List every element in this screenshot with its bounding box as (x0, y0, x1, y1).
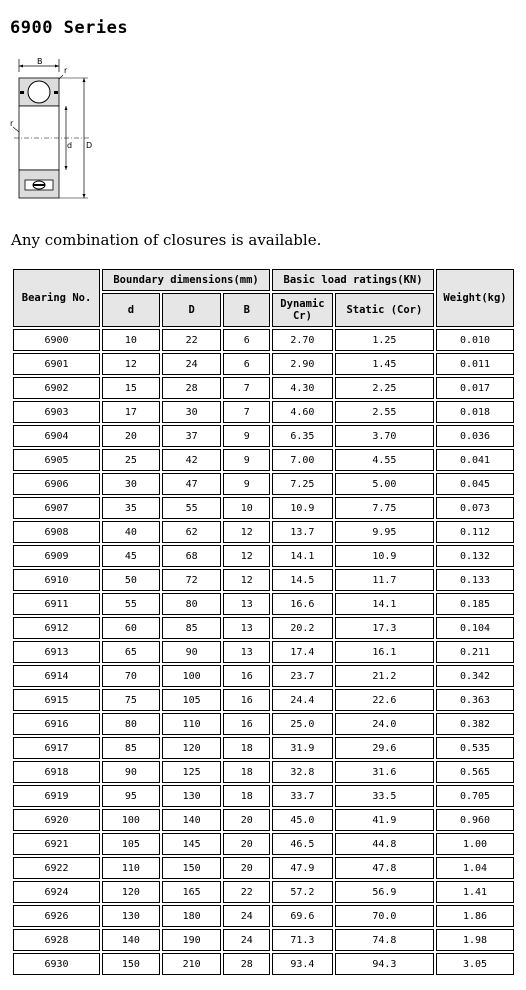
cell-B: 16 (223, 713, 270, 735)
cell-static-cor: 22.6 (335, 689, 434, 711)
table-row (13, 593, 514, 615)
cell-weight: 1.04 (436, 857, 514, 879)
cell-B: 16 (223, 689, 270, 711)
cell-dynamic-cr: 14.1 (272, 545, 333, 567)
cell-d: 35 (102, 497, 160, 519)
cell-bearing-no: 6906 (13, 473, 100, 495)
header-bearing-no: Bearing No. (13, 269, 100, 327)
cell-weight: 0.036 (436, 425, 514, 447)
cell-static-cor: 31.6 (335, 761, 434, 783)
cell-B: 22 (223, 881, 270, 903)
cell-dynamic-cr: 10.9 (272, 497, 333, 519)
cell-static-cor: 56.9 (335, 881, 434, 903)
cell-bearing-no: 6921 (13, 833, 100, 855)
cell-weight: 0.073 (436, 497, 514, 519)
cell-d: 130 (102, 905, 160, 927)
cell-D: 42 (162, 449, 222, 471)
cell-B: 6 (223, 329, 270, 351)
header-d: d (102, 293, 160, 327)
cell-B: 20 (223, 833, 270, 855)
table-row (13, 737, 514, 759)
cell-D: 37 (162, 425, 222, 447)
cell-B: 24 (223, 905, 270, 927)
bearing-cross-section-drawing (8, 56, 100, 216)
cell-weight: 1.98 (436, 929, 514, 951)
cell-static-cor: 3.70 (335, 425, 434, 447)
cell-bearing-no: 6907 (13, 497, 100, 519)
cell-B: 13 (223, 641, 270, 663)
cell-bearing-no: 6908 (13, 521, 100, 543)
cell-weight: 1.41 (436, 881, 514, 903)
cell-weight: 0.112 (436, 521, 514, 543)
table-row (13, 401, 514, 423)
table-body (13, 329, 514, 975)
header-basic-load-ratings: Basic load ratings(KN) (272, 269, 434, 291)
cell-bearing-no: 6900 (13, 329, 100, 351)
cell-weight: 0.010 (436, 329, 514, 351)
table-row (13, 521, 514, 543)
cell-static-cor: 7.75 (335, 497, 434, 519)
cell-d: 55 (102, 593, 160, 615)
cell-D: 85 (162, 617, 222, 639)
cell-static-cor: 70.0 (335, 905, 434, 927)
cell-static-cor: 17.3 (335, 617, 434, 639)
cell-d: 140 (102, 929, 160, 951)
cell-D: 130 (162, 785, 222, 807)
cell-dynamic-cr: 25.0 (272, 713, 333, 735)
cell-bearing-no: 6915 (13, 689, 100, 711)
cell-dynamic-cr: 47.9 (272, 857, 333, 879)
cell-d: 100 (102, 809, 160, 831)
cell-B: 7 (223, 401, 270, 423)
cell-B: 10 (223, 497, 270, 519)
cell-bearing-no: 6902 (13, 377, 100, 399)
header-static: Static (Cor) (335, 293, 434, 327)
cell-weight: 0.363 (436, 689, 514, 711)
cell-weight: 0.960 (436, 809, 514, 831)
cell-weight: 0.535 (436, 737, 514, 759)
cell-d: 95 (102, 785, 160, 807)
cell-d: 30 (102, 473, 160, 495)
cell-B: 13 (223, 593, 270, 615)
cell-d: 65 (102, 641, 160, 663)
table-row (13, 881, 514, 903)
cell-dynamic-cr: 13.7 (272, 521, 333, 543)
cell-bearing-no: 6912 (13, 617, 100, 639)
bearing-spec-table (11, 267, 516, 977)
cell-weight: 0.565 (436, 761, 514, 783)
cell-D: 24 (162, 353, 222, 375)
cell-bearing-no: 6905 (13, 449, 100, 471)
cell-dynamic-cr: 32.8 (272, 761, 333, 783)
cell-B: 12 (223, 545, 270, 567)
cell-static-cor: 1.25 (335, 329, 434, 351)
cell-weight: 0.185 (436, 593, 514, 615)
cell-D: 30 (162, 401, 222, 423)
cell-B: 12 (223, 521, 270, 543)
table-row (13, 857, 514, 879)
cell-B: 20 (223, 809, 270, 831)
table-row (13, 665, 514, 687)
table-row (13, 761, 514, 783)
cell-static-cor: 16.1 (335, 641, 434, 663)
table-row (13, 785, 514, 807)
cell-B: 18 (223, 761, 270, 783)
cell-dynamic-cr: 4.60 (272, 401, 333, 423)
cell-static-cor: 2.55 (335, 401, 434, 423)
cell-dynamic-cr: 24.4 (272, 689, 333, 711)
cell-B: 16 (223, 665, 270, 687)
cell-dynamic-cr: 57.2 (272, 881, 333, 903)
table-row (13, 905, 514, 927)
cell-d: 80 (102, 713, 160, 735)
cell-bearing-no: 6917 (13, 737, 100, 759)
cell-B: 9 (223, 449, 270, 471)
cell-bearing-no: 6904 (13, 425, 100, 447)
cell-dynamic-cr: 33.7 (272, 785, 333, 807)
cell-static-cor: 74.8 (335, 929, 434, 951)
cell-weight: 0.211 (436, 641, 514, 663)
cell-d: 60 (102, 617, 160, 639)
table-row (13, 929, 514, 951)
cell-static-cor: 24.0 (335, 713, 434, 735)
cell-weight: 0.104 (436, 617, 514, 639)
cell-B: 18 (223, 785, 270, 807)
cell-D: 100 (162, 665, 222, 687)
cell-dynamic-cr: 71.3 (272, 929, 333, 951)
cell-bearing-no: 6924 (13, 881, 100, 903)
table-row (13, 377, 514, 399)
cell-d: 12 (102, 353, 160, 375)
cell-d: 75 (102, 689, 160, 711)
cell-weight: 0.705 (436, 785, 514, 807)
cell-weight: 0.017 (436, 377, 514, 399)
header-dynamic (272, 293, 333, 327)
cell-weight: 0.132 (436, 545, 514, 567)
cell-B: 9 (223, 425, 270, 447)
cell-weight: 0.342 (436, 665, 514, 687)
cell-bearing-no: 6901 (13, 353, 100, 375)
cell-B: 28 (223, 953, 270, 975)
cell-dynamic-cr: 17.4 (272, 641, 333, 663)
closures-note: Any combination of closures is available. (11, 231, 322, 249)
cell-B: 9 (223, 473, 270, 495)
cell-B: 20 (223, 857, 270, 879)
cell-weight: 0.045 (436, 473, 514, 495)
cell-static-cor: 5.00 (335, 473, 434, 495)
cell-dynamic-cr: 2.90 (272, 353, 333, 375)
cell-dynamic-cr: 7.25 (272, 473, 333, 495)
table-row (13, 689, 514, 711)
cell-dynamic-cr: 4.30 (272, 377, 333, 399)
table-row (13, 353, 514, 375)
cell-D: 47 (162, 473, 222, 495)
cell-D: 165 (162, 881, 222, 903)
table-row (13, 425, 514, 447)
cell-static-cor: 33.5 (335, 785, 434, 807)
cell-static-cor: 44.8 (335, 833, 434, 855)
cell-dynamic-cr: 69.6 (272, 905, 333, 927)
cell-static-cor: 2.25 (335, 377, 434, 399)
cell-d: 110 (102, 857, 160, 879)
cell-static-cor: 4.55 (335, 449, 434, 471)
cell-bearing-no: 6930 (13, 953, 100, 975)
header-D: D (162, 293, 222, 327)
header-B: B (223, 293, 270, 327)
cell-d: 40 (102, 521, 160, 543)
cell-D: 72 (162, 569, 222, 591)
cell-bearing-no: 6910 (13, 569, 100, 591)
cell-bearing-no: 6911 (13, 593, 100, 615)
cell-weight: 0.382 (436, 713, 514, 735)
cell-d: 120 (102, 881, 160, 903)
cell-D: 68 (162, 545, 222, 567)
header-dynamic-line1: Dynamic (280, 298, 325, 310)
table-row (13, 713, 514, 735)
cell-D: 190 (162, 929, 222, 951)
cell-bearing-no: 6919 (13, 785, 100, 807)
cell-d: 85 (102, 737, 160, 759)
cell-dynamic-cr: 2.70 (272, 329, 333, 351)
table-row (13, 641, 514, 663)
cell-B: 12 (223, 569, 270, 591)
table-row (13, 545, 514, 567)
cell-weight: 3.05 (436, 953, 514, 975)
label-B: B (37, 57, 43, 66)
cell-static-cor: 14.1 (335, 593, 434, 615)
cell-D: 62 (162, 521, 222, 543)
label-r-top: r (64, 66, 68, 75)
cell-bearing-no: 6914 (13, 665, 100, 687)
cell-D: 120 (162, 737, 222, 759)
cell-bearing-no: 6909 (13, 545, 100, 567)
cell-static-cor: 9.95 (335, 521, 434, 543)
cell-d: 20 (102, 425, 160, 447)
cell-D: 125 (162, 761, 222, 783)
table-row (13, 497, 514, 519)
cell-static-cor: 94.3 (335, 953, 434, 975)
cell-dynamic-cr: 46.5 (272, 833, 333, 855)
cell-weight: 1.00 (436, 833, 514, 855)
table-row (13, 833, 514, 855)
cell-static-cor: 11.7 (335, 569, 434, 591)
cell-B: 18 (223, 737, 270, 759)
cell-B: 13 (223, 617, 270, 639)
cell-dynamic-cr: 23.7 (272, 665, 333, 687)
cell-d: 50 (102, 569, 160, 591)
cell-dynamic-cr: 93.4 (272, 953, 333, 975)
table-row (13, 809, 514, 831)
cell-B: 24 (223, 929, 270, 951)
table-row (13, 473, 514, 495)
header-weight: Weight(kg) (436, 269, 514, 327)
cell-d: 70 (102, 665, 160, 687)
cell-dynamic-cr: 6.35 (272, 425, 333, 447)
cell-d: 25 (102, 449, 160, 471)
header-boundary-dimensions: Boundary dimensions(mm) (102, 269, 270, 291)
cell-bearing-no: 6922 (13, 857, 100, 879)
cell-weight: 0.018 (436, 401, 514, 423)
cell-static-cor: 41.9 (335, 809, 434, 831)
cell-D: 22 (162, 329, 222, 351)
cell-B: 6 (223, 353, 270, 375)
cell-d: 105 (102, 833, 160, 855)
cell-D: 105 (162, 689, 222, 711)
label-D: D (86, 141, 93, 150)
cell-bearing-no: 6913 (13, 641, 100, 663)
cell-weight: 0.011 (436, 353, 514, 375)
table-row (13, 569, 514, 591)
cell-dynamic-cr: 7.00 (272, 449, 333, 471)
cell-static-cor: 29.6 (335, 737, 434, 759)
page-title: 6900 Series (10, 18, 129, 38)
cell-static-cor: 10.9 (335, 545, 434, 567)
table-row (13, 329, 514, 351)
cell-weight: 1.86 (436, 905, 514, 927)
table-row (13, 617, 514, 639)
header-dynamic-line2: Cr) (292, 310, 312, 322)
top-ball-icon (28, 81, 50, 103)
cell-weight: 0.133 (436, 569, 514, 591)
cell-D: 80 (162, 593, 222, 615)
cell-D: 145 (162, 833, 222, 855)
cell-static-cor: 1.45 (335, 353, 434, 375)
cell-bearing-no: 6918 (13, 761, 100, 783)
cell-D: 90 (162, 641, 222, 663)
cell-d: 150 (102, 953, 160, 975)
cell-static-cor: 47.8 (335, 857, 434, 879)
cell-d: 15 (102, 377, 160, 399)
label-r-left: r (10, 119, 14, 128)
cell-d: 10 (102, 329, 160, 351)
cell-bearing-no: 6928 (13, 929, 100, 951)
cell-bearing-no: 6903 (13, 401, 100, 423)
cell-D: 210 (162, 953, 222, 975)
cell-d: 90 (102, 761, 160, 783)
cell-D: 110 (162, 713, 222, 735)
cell-weight: 0.041 (436, 449, 514, 471)
cell-dynamic-cr: 31.9 (272, 737, 333, 759)
cell-bearing-no: 6920 (13, 809, 100, 831)
cell-B: 7 (223, 377, 270, 399)
cell-static-cor: 21.2 (335, 665, 434, 687)
cell-dynamic-cr: 45.0 (272, 809, 333, 831)
cell-D: 180 (162, 905, 222, 927)
cell-D: 28 (162, 377, 222, 399)
cell-d: 45 (102, 545, 160, 567)
cell-dynamic-cr: 14.5 (272, 569, 333, 591)
cell-dynamic-cr: 20.2 (272, 617, 333, 639)
cell-D: 55 (162, 497, 222, 519)
label-d: d (67, 141, 73, 150)
cell-d: 17 (102, 401, 160, 423)
cell-bearing-no: 6916 (13, 713, 100, 735)
table-row (13, 953, 514, 975)
cell-D: 140 (162, 809, 222, 831)
table-row (13, 449, 514, 471)
cell-dynamic-cr: 16.6 (272, 593, 333, 615)
cell-D: 150 (162, 857, 222, 879)
cell-bearing-no: 6926 (13, 905, 100, 927)
